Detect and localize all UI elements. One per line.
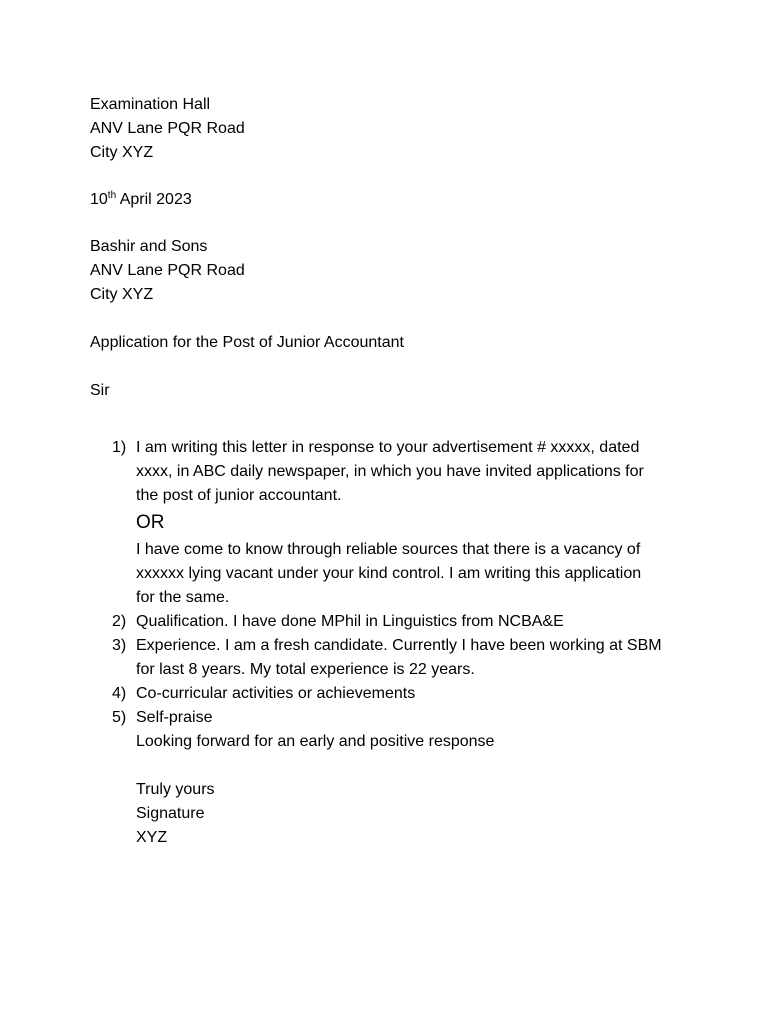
recipient-line: ANV Lane PQR Road [90, 262, 245, 279]
list-text: I have come to know through reliable sources that there is a vacancy of [136, 541, 641, 558]
list-text: the post of junior accountant. [136, 487, 342, 504]
recipient-address [90, 235, 690, 307]
signer-name: XYZ [136, 829, 168, 846]
list-item [90, 682, 690, 706]
signoff: Truly yours [136, 781, 215, 798]
list-text: Experience. I am a fresh candidate. Currently I have been working at SBM [136, 637, 662, 654]
date-rest: April 2023 [116, 191, 192, 208]
recipient-line: City XYZ [90, 286, 154, 303]
recipient-line: Bashir and Sons [90, 238, 208, 255]
list-number: 4) [112, 685, 127, 702]
list-text: I am writing this letter in response to your advertisement # xxxxx, dated [136, 439, 640, 456]
letter-subject: Application for the Post of Junior Accountant [90, 334, 404, 351]
list-text: Self-praise [136, 709, 213, 726]
list-item [90, 610, 690, 634]
list-number: 1) [112, 439, 127, 456]
sender-line: ANV Lane PQR Road [90, 120, 245, 137]
list-text: for last 8 years. My total experience is 22 years. [136, 661, 475, 678]
list-text: xxxx, in ABC daily newspaper, in which you have invited applications for [136, 463, 644, 480]
letter-date [90, 188, 690, 212]
date-day: 10 [90, 191, 108, 208]
list-number: 5) [112, 709, 127, 726]
sender-line: City XYZ [90, 144, 154, 161]
list-item [90, 706, 690, 730]
sender-line: Examination Hall [90, 96, 211, 113]
sender-address [90, 93, 690, 165]
salutation: Sir [90, 382, 110, 399]
list-item [90, 436, 690, 610]
list-text: Co-curricular activities or achievements [136, 685, 416, 702]
signature: Signature [136, 805, 205, 822]
closing-line: Looking forward for an early and positive response [136, 733, 495, 750]
date-suffix: th [107, 190, 117, 201]
list-text: Qualification. I have done MPhil in Linguistics from NCBA&E [136, 613, 564, 630]
or-separator: OR [136, 512, 165, 533]
list-number: 3) [112, 637, 127, 654]
list-text: for the same. [136, 589, 230, 606]
list-item [90, 634, 690, 682]
body-list [90, 436, 690, 850]
list-number: 2) [112, 613, 127, 630]
list-text: xxxxxx lying vacant under your kind control. I am writing this application [136, 565, 642, 582]
closing-block [90, 730, 690, 850]
